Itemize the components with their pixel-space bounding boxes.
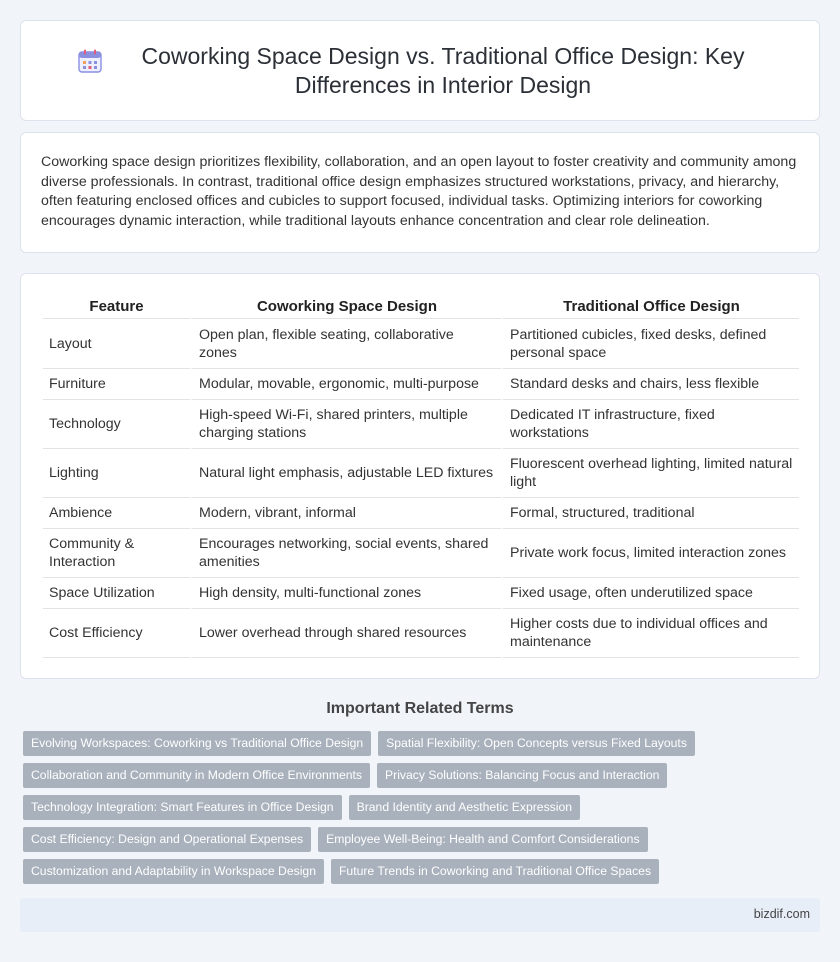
tag-row [23,763,823,788]
coworking-cell: Modern, vibrant, informal [190,498,501,529]
feature-cell: Lighting [43,449,190,498]
comparison-table [43,292,799,658]
coworking-cell: Open plan, flexible seating, collaborative zones [190,319,501,369]
intro-card [20,132,820,253]
table-row [43,369,799,400]
feature-cell: Furniture [43,369,190,400]
feature-cell: Technology [43,400,190,449]
table-row [43,400,799,449]
traditional-cell: Fixed usage, often underutilized space [501,578,799,609]
tag-row [23,827,823,852]
comparison-card [20,273,820,679]
header-traditional: Traditional Office Design [501,292,799,319]
traditional-cell: Standard desks and chairs, less flexible [501,369,799,400]
tag-row [23,795,823,820]
table-row [43,449,799,498]
related-term-tag[interactable]: Technology Integration: Smart Features in Office Design [23,795,342,820]
calendar-icon [77,48,103,74]
related-term-tag[interactable]: Employee Well-Being: Health and Comfort Considerations [318,827,647,852]
table-row [43,578,799,609]
traditional-cell: Higher costs due to individual offices and maintenance [501,609,799,658]
coworking-cell: Modular, movable, ergonomic, multi-purpose [190,369,501,400]
tag-row [23,731,823,756]
page-title: Coworking Space Design vs. Traditional Office Design: Key Differences in Interior Design [141,42,745,98]
traditional-cell: Partitioned cubicles, fixed desks, defined personal space [501,319,799,369]
related-term-tag[interactable]: Brand Identity and Aesthetic Expression [349,795,580,820]
feature-cell: Community & Interaction [43,529,190,578]
traditional-cell: Private work focus, limited interaction zones [501,529,799,578]
feature-cell: Cost Efficiency [43,609,190,658]
coworking-cell: High density, multi-functional zones [190,578,501,609]
feature-cell: Space Utilization [43,578,190,609]
traditional-cell: Formal, structured, traditional [501,498,799,529]
coworking-cell: Lower overhead through shared resources [190,609,501,658]
tag-row [23,859,823,884]
related-term-tag[interactable]: Cost Efficiency: Design and Operational Expenses [23,827,311,852]
related-term-tag[interactable]: Customization and Adaptability in Workspace Design [23,859,324,884]
table-row [43,319,799,369]
intro-paragraph: Coworking space design prioritizes flexibility, collaboration, and an open layout to foster creativity and community among diverse professionals. In contrast, traditional office design emphasizes structured workstations, privacy, and hierarchy, often featuring enclosed offices and cubicles to support focused, individual tasks. Optimizing interiors for coworking encourages dynamic interaction, while traditional layouts enhance concentration and clear role delineation. [41,154,797,229]
feature-cell: Layout [43,319,190,369]
title-wrap [77,42,763,100]
traditional-cell: Fluorescent overhead lighting, limited natural light [501,449,799,498]
traditional-cell: Dedicated IT infrastructure, fixed workstations [501,400,799,449]
related-term-tag[interactable]: Evolving Workspaces: Coworking vs Traditional Office Design [23,731,371,756]
table-header-row [43,292,799,319]
header-card [20,20,820,121]
table-row [43,529,799,578]
footer-site-link[interactable]: bizdif.com [753,907,810,921]
related-term-tag[interactable]: Future Trends in Coworking and Traditional Office Spaces [331,859,659,884]
feature-cell: Ambience [43,498,190,529]
table-row [43,498,799,529]
footer [20,898,820,932]
related-term-tag[interactable]: Spatial Flexibility: Open Concepts versus Fixed Layouts [378,731,695,756]
related-term-tag[interactable]: Privacy Solutions: Balancing Focus and Interaction [377,763,667,788]
header-feature: Feature [43,292,190,319]
coworking-cell: Encourages networking, social events, shared amenities [190,529,501,578]
coworking-cell: High-speed Wi-Fi, shared printers, multiple charging stations [190,400,501,449]
header-coworking: Coworking Space Design [190,292,501,319]
related-terms-title: Important Related Terms [326,700,514,717]
table-row [43,609,799,658]
coworking-cell: Natural light emphasis, adjustable LED fixtures [190,449,501,498]
related-term-tag[interactable]: Collaboration and Community in Modern Office Environments [23,763,370,788]
related-terms-list [23,731,823,891]
